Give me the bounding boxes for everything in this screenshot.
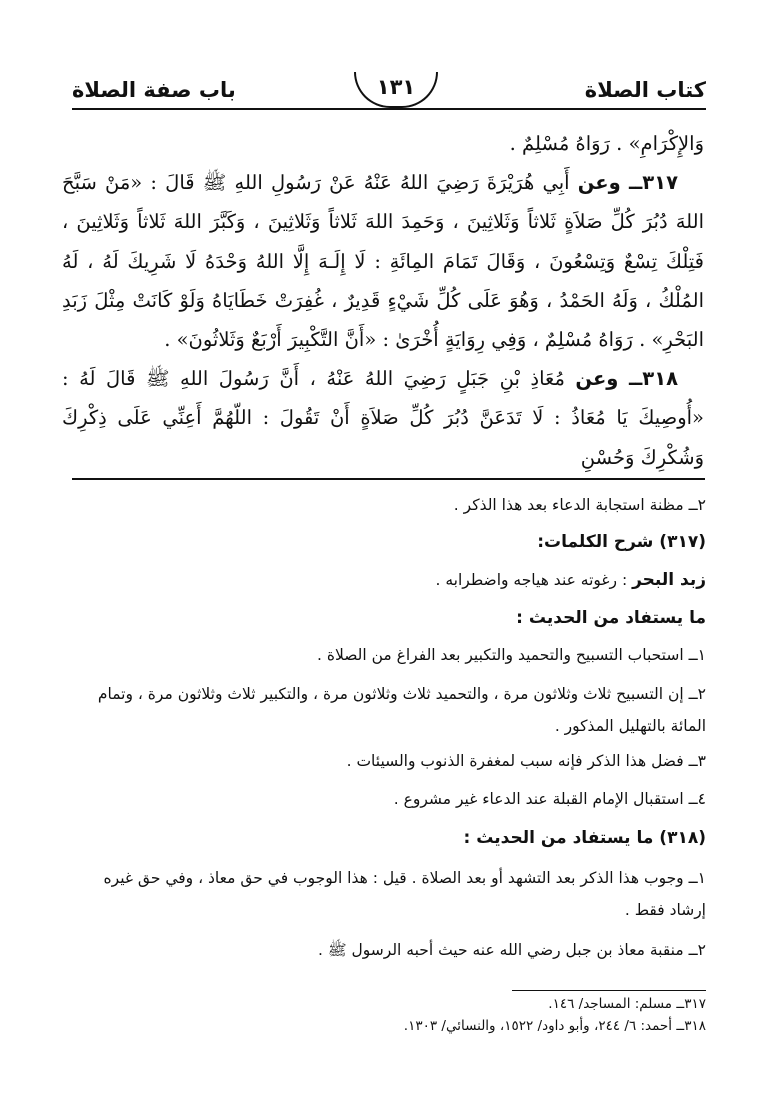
gloss-entry: [66, 570, 706, 590]
hadith-317: [62, 163, 704, 359]
section-separator: [72, 478, 705, 480]
book-title: كتاب الصلاة: [584, 78, 706, 102]
hadith-317-number: ٣١٧ــ: [628, 171, 678, 195]
benefit-item: ١ــ استحباب التسبيح والتحميد والتكبير بعد الفراغ من الصلاة .: [316, 646, 706, 664]
hadith-317-text: أَبِي هُرَيْرَةَ رَضِيَ اللهُ عَنْهُ عَنْ رَسُولِ اللهِ ﷺ قَالَ : «مَنْ سَبَّحَ اللهَ دُبُرَ كُلِّ صَلاَةٍ ثَلاثاً وَثَلاثِينَ ، وَحَمِدَ اللهَ ثَلاثاً وَثَلاثِينَ ، وَكَبَّرَ اللهَ ثَلاثاً وَثَلاثِينَ ، فَتِلْكَ تِسْعٌ وَتِسْعُونَ ، وَقَالَ تَمَامَ المِائَةِ : لَا إِلَـهَ إِلَّا اللهُ وَحْدَهُ لَا شَرِيكَ لَهُ ، لَهُ المُلْكُ ، وَلَهُ الحَمْدُ ، وَهُوَ عَلَى كُلِّ شَيْءٍ قَدِيرٌ ، غُفِرَتْ خَطَايَاهُ وَلَوْ كَانَتْ مِثْلَ زَبَدِ البَحْرِ» . رَوَاهُ مُسْلِمٌ ، وَفِي رِوَايَةٍ أُخْرَىٰ : «أَنَّ التَّكْبِيرَ أَرْبَعٌ وَثَلاثُونَ» .: [62, 171, 704, 352]
benefit-item: ٤ــ استقبال الإمام القبلة عند الدعاء غير مشروع .: [393, 790, 706, 808]
footnote-318: ٣١٨ــ أحمد: ٦/ ٢٤٤، وأبو داود/ ١٥٢٢، والنسائي/ ١٣٠٣.: [403, 1018, 706, 1034]
hadith-318-opening: وعن: [575, 367, 619, 391]
benefits-318-heading: (٣١٨) ما يستفاد من الحديث :: [463, 828, 706, 848]
gloss-term: زبد البحر: [632, 570, 706, 590]
benefits-317-heading: ما يستفاد من الحديث :: [516, 608, 706, 628]
benefit-item: ١ــ وجوب هذا الذكر بعد التشهد أو بعد الصلاة . قيل : هذا الوجوب في حق معاذ ، وفي حق غيره إرشاد فقط .: [103, 869, 706, 919]
hadith-318-number: ٣١٨ــ: [628, 367, 679, 391]
running-header: [72, 72, 706, 120]
footnote-rule: [512, 990, 706, 991]
gloss-text: : رغوته عند هياجه واضطرابه .: [435, 571, 628, 589]
hadith-318: [62, 359, 704, 477]
footnote-317: ٣١٧ــ مسلم: المساجد/ ١٤٦.: [548, 996, 706, 1012]
header-rule: [72, 108, 706, 110]
sharh-heading: (٣١٧) شرح الكلمات:: [537, 532, 706, 552]
carry-over-point: ٢ــ مظنة استجابة الدعاء بعد هذا الذكر .: [453, 496, 706, 514]
benefit-item: ٢ــ إن التسبيح ثلاث وثلاثون مرة ، والتحميد ثلاث وثلاثون مرة ، والتكبير ثلاث وثلاثون مرة ، وتمام المائة بالتهليل المذكور .: [97, 685, 706, 735]
hadith-318-text: مُعَاذِ بْنِ جَبَلٍ رَضِيَ اللهُ عَنْهُ ، أَنَّ رَسُولَ اللهِ ﷺ قَالَ لَهُ : «أُوصِيكَ يَا مُعَاذُ : لَا تَدَعَنَّ دُبُرَ كُلِّ صَلاَةٍ أَنْ تَقُولَ : اللّهُمَّ أَعِنِّي عَلَى ذِكْرِكَ وَشُكْرِكَ وَحُسْنِ: [62, 367, 704, 469]
chapter-title: باب صفة الصلاة: [72, 78, 236, 102]
benefit-item: ٢ــ منقبة معاذ بن جبل رضي الله عنه حيث أحبه الرسول ﷺ .: [318, 941, 706, 959]
benefit-item: ٣ــ فضل هذا الذكر فإنه سبب لمغفرة الذنوب والسيئات .: [346, 752, 706, 770]
page-number: ١٣١: [354, 72, 438, 108]
hadith-text: [62, 124, 704, 477]
hadith-317-opening: وعن: [577, 171, 621, 195]
hadith-continuation: وَالإِكْرَامِ» . رَوَاهُ مُسْلِمٌ .: [509, 132, 704, 155]
